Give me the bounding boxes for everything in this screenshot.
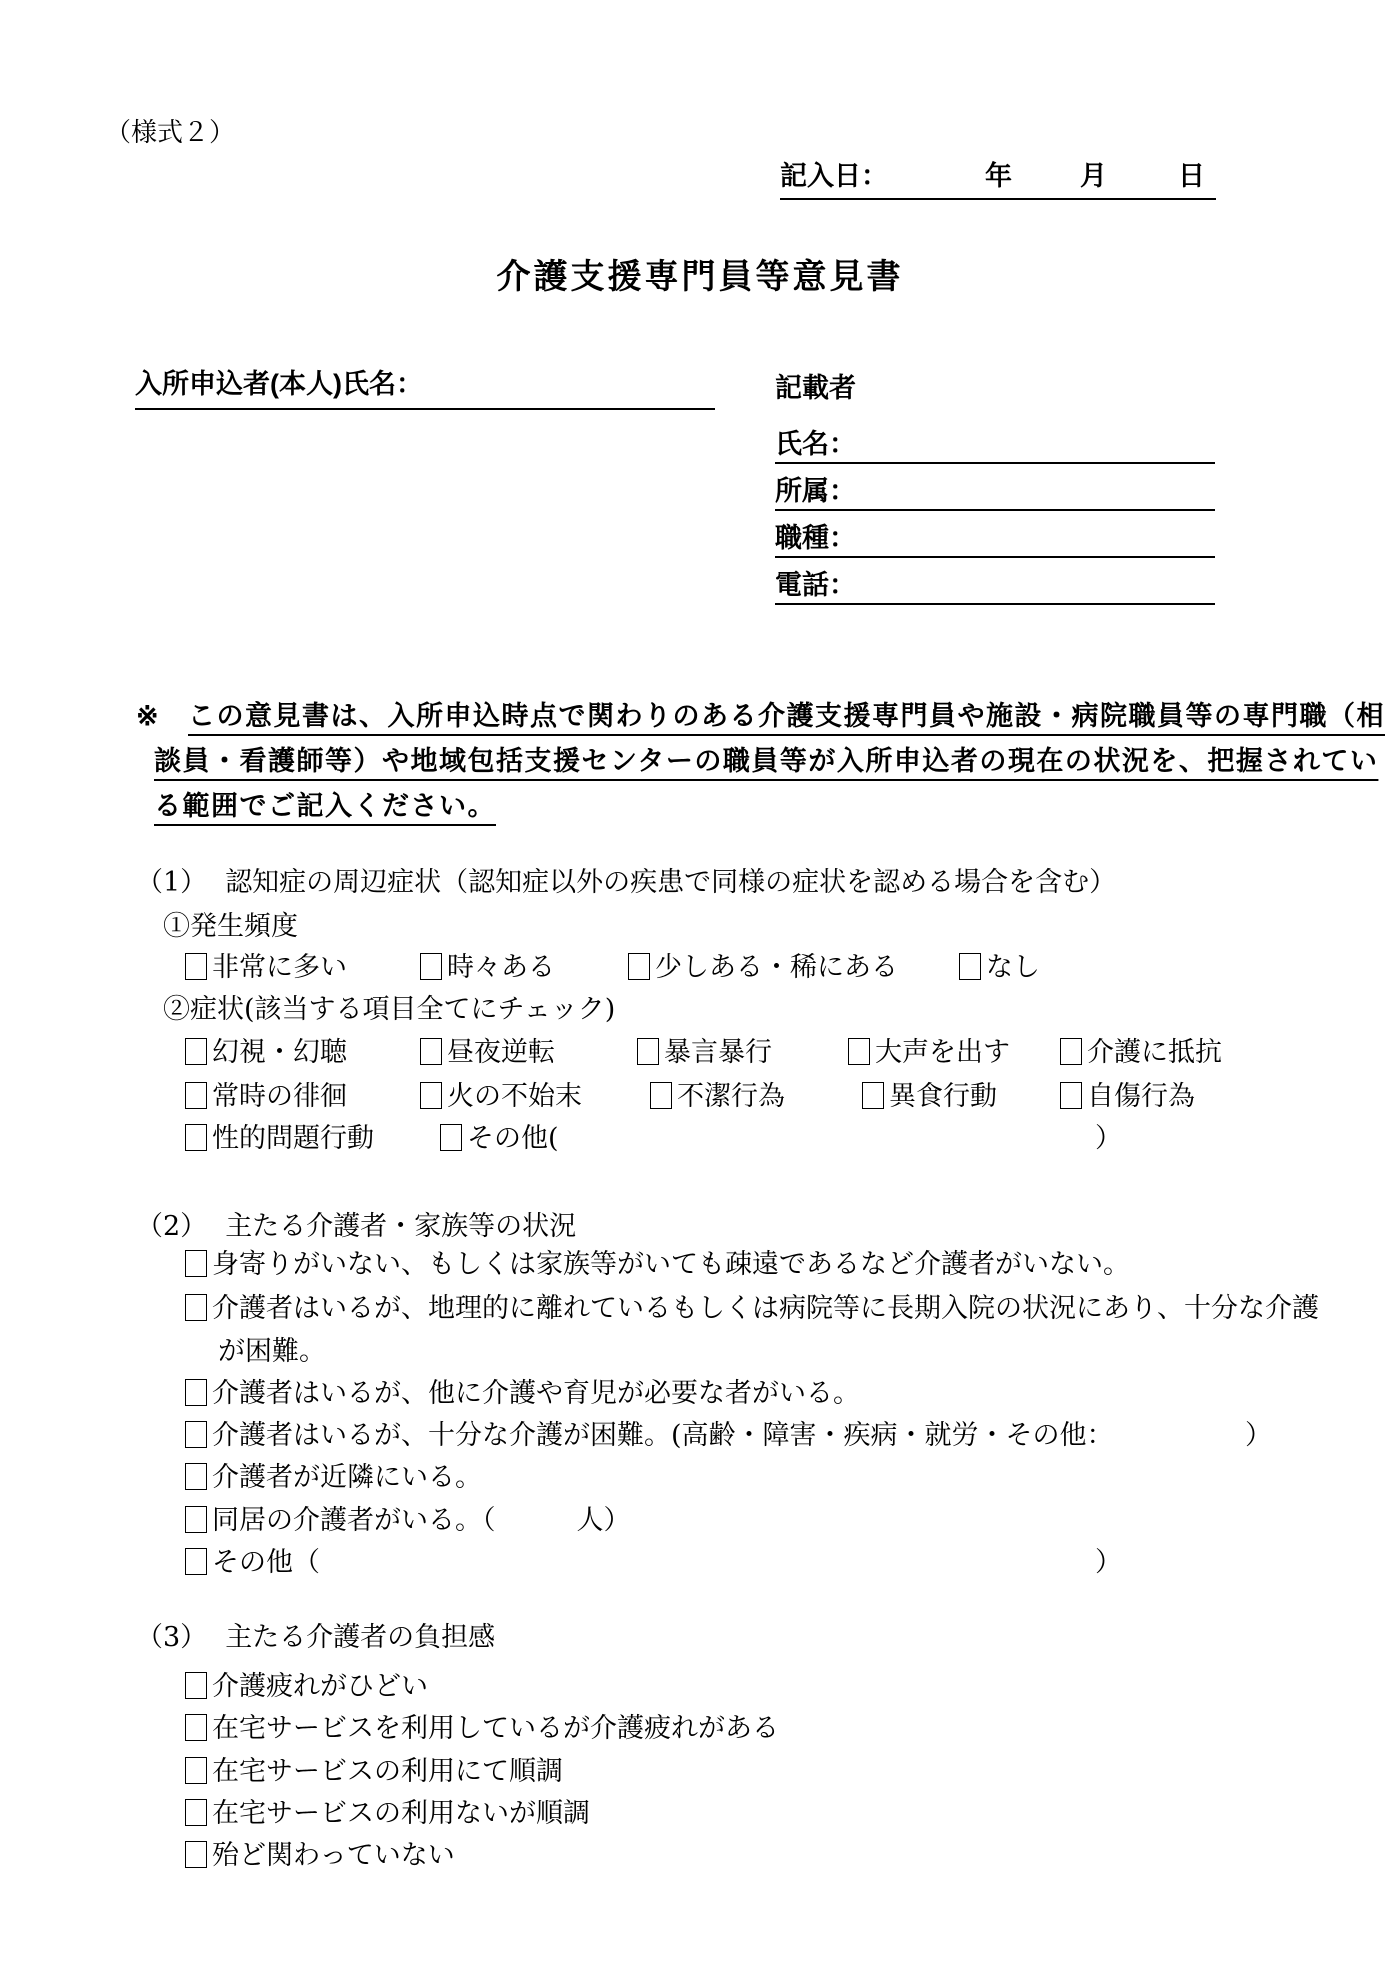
instruction-note-line: この意見書は、入所申込時点で関わりのある介護支援専門員や施設・病院職員等の専門職（相 xyxy=(188,701,1385,731)
entry-date-field[interactable] xyxy=(780,158,1216,200)
checkbox-label: 在宅サービスを利用しているが介護疲れがある xyxy=(212,1713,779,1744)
checkbox-label: 在宅サービスの利用にて順調 xyxy=(212,1756,563,1787)
checkbox-icon xyxy=(185,1294,207,1321)
checkbox-icon xyxy=(185,1672,207,1699)
checkbox-icon xyxy=(185,1463,207,1490)
checkbox-label: その他( xyxy=(467,1123,559,1154)
checkbox-label: 在宅サービスの利用ないが順調 xyxy=(212,1798,590,1829)
checkbox-label: なし xyxy=(986,952,1040,983)
checkbox-option-barely-involved[interactable] xyxy=(185,1839,455,1873)
checkbox-icon xyxy=(440,1124,462,1151)
checkbox-icon xyxy=(185,1548,207,1575)
checkbox-label: 火の不始末 xyxy=(447,1081,582,1112)
checkbox-icon xyxy=(185,1506,207,1533)
checkbox-icon xyxy=(185,1841,207,1868)
checkbox-label: 介護者はいるが、十分な介護が困難。(高齢・障害・疾病・就労・その他： xyxy=(212,1420,1114,1451)
checkbox-option-pica[interactable] xyxy=(862,1080,997,1114)
section1-heading-text: 認知症の周辺症状（認知症以外の疾患で同様の症状を認める場合を含む） xyxy=(225,867,1117,898)
checkbox-label: 不潔行為 xyxy=(677,1081,785,1112)
checkbox-label: 介護に抵抗 xyxy=(1087,1037,1222,1068)
checkbox-icon xyxy=(650,1082,672,1109)
checkbox-option-very-often[interactable] xyxy=(185,951,347,985)
checkbox-option-resists-care[interactable] xyxy=(1060,1036,1222,1070)
checkbox-option-unclean-acts[interactable] xyxy=(650,1080,785,1114)
checkbox-icon xyxy=(185,1757,207,1784)
recorder-jobtype-field[interactable] xyxy=(775,522,1215,558)
recorder-heading: 記載者 xyxy=(775,373,856,403)
section3-heading xyxy=(136,1621,495,1655)
checkbox-icon xyxy=(628,953,650,980)
checkbox-option-doing-well-without-services[interactable] xyxy=(185,1797,590,1831)
checkbox-label: 介護疲れがひどい xyxy=(212,1671,428,1702)
section3-number: （3） xyxy=(136,1622,208,1653)
entry-date-label: 記入日： xyxy=(780,161,888,191)
checkbox-option-fatigue-despite-services[interactable] xyxy=(185,1712,779,1746)
checkbox-icon xyxy=(185,1124,207,1151)
section2-heading xyxy=(136,1210,576,1244)
note-marker: ※ xyxy=(136,701,159,731)
recorder-phone-field[interactable] xyxy=(775,569,1215,605)
instruction-note-line: る範囲でご記入ください。 xyxy=(154,791,496,821)
checkbox-icon xyxy=(420,1082,442,1109)
checkbox-label: 殆ど関わっていない xyxy=(212,1840,455,1871)
checkbox-option-caregiver-nearby[interactable] xyxy=(185,1461,482,1495)
checkbox-label: 介護者が近隣にいる。 xyxy=(212,1462,482,1493)
checkbox-label: 暴言暴行 xyxy=(664,1037,772,1068)
checkbox-icon xyxy=(637,1038,659,1065)
section2-heading-text: 主たる介護者・家族等の状況 xyxy=(225,1211,577,1242)
section1-heading xyxy=(136,866,1116,900)
section3-heading-text: 主たる介護者の負担感 xyxy=(225,1622,496,1653)
checkbox-icon xyxy=(1060,1038,1082,1065)
checkbox-option-fire-mismanagement[interactable] xyxy=(420,1080,582,1114)
checkbox-option-no-caregiver[interactable] xyxy=(185,1248,1130,1282)
checkbox-icon xyxy=(862,1082,884,1109)
checkbox-label: 性的問題行動 xyxy=(212,1123,374,1154)
checkbox-icon xyxy=(185,1082,207,1109)
recorder-phone-label: 電話： xyxy=(775,570,856,600)
section1-subheading-symptoms: ②症状(該当する項目全てにチェック) xyxy=(163,994,616,1025)
checkbox-option-caregiver-distant[interactable] xyxy=(185,1292,1319,1326)
checkbox-label: その他（ xyxy=(212,1547,320,1578)
checkbox-option-none[interactable] xyxy=(959,951,1040,985)
checkbox-label: 異食行動 xyxy=(889,1081,997,1112)
checkbox-label: 同居の介護者がいる。（ 人） xyxy=(212,1505,631,1536)
checkbox-label: 自傷行為 xyxy=(1087,1081,1195,1112)
recorder-name-label: 氏名： xyxy=(775,429,856,459)
checkbox-option-insufficient-care[interactable] xyxy=(185,1419,1114,1453)
section1-number: （1） xyxy=(136,867,208,898)
checkbox-option-shouting[interactable] xyxy=(848,1036,1010,1070)
section1-subheading-frequency: ①発生頻度 xyxy=(163,911,298,942)
checkbox-icon xyxy=(185,1421,207,1448)
checkbox-label: 大声を出す xyxy=(875,1037,1010,1068)
applicant-name-field[interactable] xyxy=(135,368,715,410)
checkbox-icon xyxy=(185,953,207,980)
checkbox-option-self-harm[interactable] xyxy=(1060,1080,1195,1114)
checkbox-label: 常時の徘徊 xyxy=(212,1081,347,1112)
checkbox-label: 幻視・幻聴 xyxy=(212,1037,347,1068)
checkbox-label: 介護者はいるが、他に介護や育児が必要な者がいる。 xyxy=(212,1378,860,1409)
checkbox-option-verbal-violence[interactable] xyxy=(637,1036,772,1070)
checkbox-label: 身寄りがいない、もしくは家族等がいても疎遠であるなど介護者がいない。 xyxy=(212,1249,1130,1280)
checkbox-icon xyxy=(420,1038,442,1065)
checkbox-option-rarely[interactable] xyxy=(628,951,898,985)
checkbox-label: 時々ある xyxy=(447,952,555,983)
checkbox-option-family-other[interactable] xyxy=(185,1546,320,1580)
entry-date-year-label: 年 xyxy=(985,161,1012,191)
checkbox-option-hallucination[interactable] xyxy=(185,1036,347,1070)
checkbox-icon xyxy=(959,953,981,980)
checkbox-label: 少しある・稀にある xyxy=(655,952,898,983)
checkbox-option-caregiver-other-dependents[interactable] xyxy=(185,1377,860,1411)
instruction-note-line: 談員・看護師等）や地域包括支援センターの職員等が入所申込者の現在の状況を、把握されてい xyxy=(154,746,1379,776)
recorder-affiliation-label: 所属： xyxy=(775,476,856,506)
checkbox-option-sometimes[interactable] xyxy=(420,951,555,985)
checkbox-option-sexual-problem-behavior[interactable] xyxy=(185,1122,374,1156)
checkbox-option-doing-well-with-services[interactable] xyxy=(185,1755,563,1789)
recorder-jobtype-label: 職種： xyxy=(775,523,856,553)
checkbox-option-cohabiting-caregiver[interactable] xyxy=(185,1504,631,1538)
checkbox-option-constant-wandering[interactable] xyxy=(185,1080,347,1114)
checkbox-label: 介護者はいるが、地理的に離れているもしくは病院等に長期入院の状況にあり、十分な介護 xyxy=(212,1293,1319,1324)
checkbox-icon xyxy=(185,1038,207,1065)
checkbox-label: 昼夜逆転 xyxy=(447,1037,555,1068)
checkbox-icon xyxy=(185,1799,207,1826)
checkbox-option-caregiver-distant-continuation: が困難。 xyxy=(218,1336,326,1367)
checkbox-icon xyxy=(185,1714,207,1741)
section2-number: （2） xyxy=(136,1211,208,1242)
entry-date-day-label: 日 xyxy=(1178,161,1205,191)
recorder-name-field[interactable] xyxy=(775,428,1215,464)
checkbox-option-day-night-reversal[interactable] xyxy=(420,1036,555,1070)
entry-date-month-label: 月 xyxy=(1080,161,1107,191)
checkbox-icon xyxy=(1060,1082,1082,1109)
applicant-name-label: 入所申込者(本人)氏名： xyxy=(135,369,423,399)
recorder-affiliation-field[interactable] xyxy=(775,475,1215,511)
close-paren: ） xyxy=(1245,1420,1272,1451)
checkbox-icon xyxy=(185,1250,207,1277)
checkbox-option-severe-care-fatigue[interactable] xyxy=(185,1670,428,1704)
form-code: （様式２） xyxy=(105,117,236,147)
checkbox-icon xyxy=(420,953,442,980)
close-paren: ） xyxy=(1095,1123,1122,1154)
checkbox-icon xyxy=(848,1038,870,1065)
page-title: 介護支援専門員等意見書 xyxy=(496,258,904,296)
checkbox-label: 非常に多い xyxy=(212,952,347,983)
checkbox-option-symptom-other[interactable] xyxy=(440,1122,559,1156)
close-paren: ） xyxy=(1095,1547,1122,1578)
checkbox-icon xyxy=(185,1379,207,1406)
